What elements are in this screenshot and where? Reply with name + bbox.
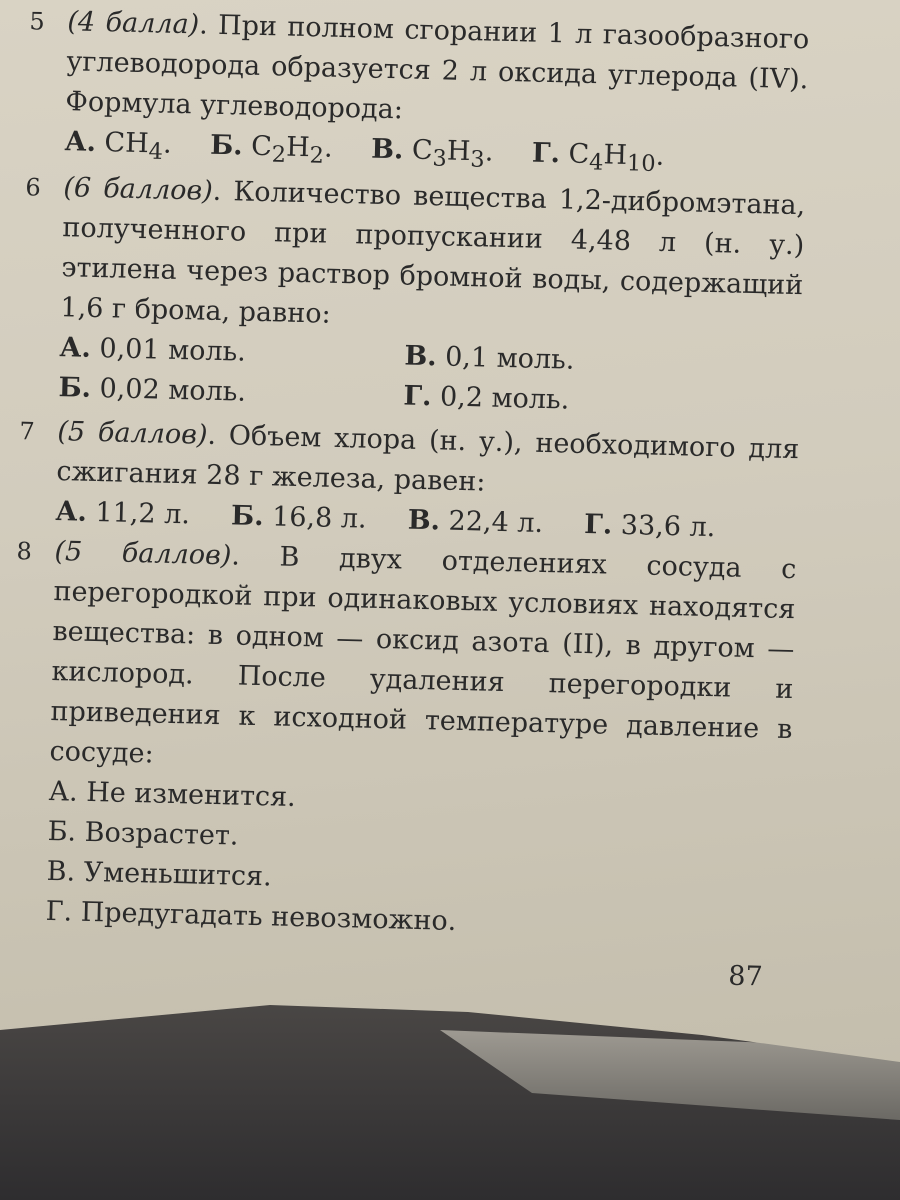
option-a: А. 11,2 л.: [55, 496, 191, 531]
option-a: А. 0,01 моль.: [59, 332, 247, 368]
option-v: В. 22,4 л.: [407, 504, 544, 539]
option-g: Г. Предугадать невозможно.: [45, 895, 457, 937]
question-text: (4 балла). При полном сгорании 1 л газообразного углеводорода образуется 2 л оксида углерода (IV). Формула углеводорода:: [65, 6, 810, 126]
question-points: (4 балла): [67, 6, 200, 41]
option-b: Б. 16,8 л.: [230, 500, 367, 535]
option-b: Б. 0,02 моль.: [58, 372, 247, 408]
question-7: [17, 411, 800, 550]
option-b: Б. Возрастет.: [47, 815, 239, 852]
question-points: (6 баллов): [63, 172, 214, 207]
option-g: Г. $C_4H_{10}$.: [531, 137, 665, 177]
question-number: 5: [29, 7, 46, 36]
option-v: В. $C_3H_3$.: [370, 133, 494, 173]
question-5: [26, 1, 810, 187]
question-6: [20, 167, 806, 426]
page-number: 87: [727, 960, 764, 993]
question-points: (5 баллов): [54, 536, 232, 572]
question-number: 6: [25, 173, 42, 202]
option-v: В. 0,1 моль.: [404, 340, 575, 376]
question-points: (5 баллов): [57, 416, 208, 451]
option-g: Г. 0,2 моль.: [403, 380, 570, 416]
option-v: В. Уменьшится.: [46, 855, 273, 893]
question-8: [7, 531, 797, 950]
option-a: А. Не изменится.: [48, 775, 297, 813]
question-text: (5 баллов). В двух отделениях сосуда с перегородкой при одинаковых условиях находятся вещества: в одном — оксид азота (II), в другом — кислород. После удаления перегородки и приведения к исходной температуре давление в сосуде:: [49, 536, 797, 770]
question-number: 7: [19, 417, 36, 446]
question-text: (6 баллов). Количество вещества 1,2-дибромэтана, полученного при пропускании 4,48 л (н. у.) этилена через раствор бромной воды, содержащий 1,6 г брома, равно:: [60, 172, 806, 330]
option-b: Б. $C_2H_2$.: [209, 129, 334, 169]
question-number: 8: [16, 537, 33, 566]
option-g: Г. 33,6 л.: [583, 508, 716, 544]
option-a: А. $CH_4$.: [64, 126, 173, 165]
question-text: (5 баллов). Объем хлора (н. у.), необходимого для сжигания 28 г железа, равен:: [56, 416, 800, 498]
answer-options: [58, 328, 802, 426]
